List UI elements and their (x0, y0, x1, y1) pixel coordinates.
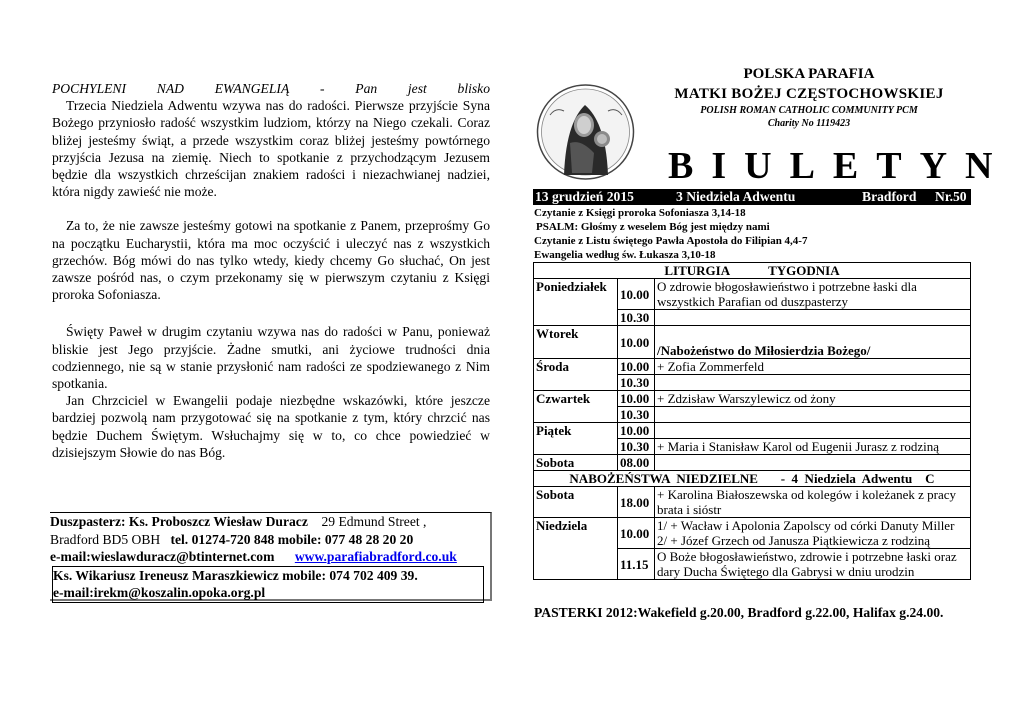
intention-cell: + Karolina Białoszewska od kolegów i koleżanek z pracy brata i sióstr (655, 487, 971, 518)
readings (534, 206, 972, 262)
parish-line1: POLSKA PARAFIA (743, 66, 875, 82)
table-row (534, 359, 971, 375)
charity-number: Charity No 1119423 (767, 118, 851, 129)
day-cell: Niedziela (534, 518, 618, 580)
time-cell: 11.15 (618, 549, 655, 580)
issue-number: Nr.50 (935, 189, 967, 204)
reflection-paragraph: Święty Paweł w drugim czytaniu wzywa nas do radości w Panu, ponieważ bliskie jest Jego przyjście. Żadne smutki, ani życiowe trudności dnia codziennego, nie są w stanie przysłonić nam radości ze spodziewanego z Nim spotkania. (52, 324, 490, 392)
reflection-heading: POCHYLENI NAD EWANGELIĄ - Pan jest blisko (52, 81, 490, 96)
sunday-name: 3 Niedziela Adwentu (676, 189, 796, 204)
day-cell: Sobota (534, 487, 618, 518)
reading-item: Czytanie z Księgi proroka Sofoniasza 3,14-18 (534, 207, 746, 219)
liturgy-table (533, 262, 971, 580)
intention-line: 1/ + Wacław i Apolonia Zapolscy od córki Danuty Miller (657, 518, 955, 533)
address: 29 Edmund Street , (321, 514, 427, 529)
time-cell: 10.00 (618, 423, 655, 439)
day-cell: Poniedziałek (534, 279, 618, 326)
parish-line2: MATKI BOŻEJ CZĘSTOCHOWSKIEJ (674, 86, 944, 102)
reflection-paragraph: Za to, że nie zawsze jesteśmy gotowi na spotkanie z Panem, przeprośmy Go na początku Eucharystii, która ma moc oczyścić i uleczyć nas z wszystkich grzechów. Bóg mówi do nas tylko wtedy, kiedy chcemy Go słuchać, On jest zawsze pośród nas, o czym przekonamy się w pierwszym czytaniu z Księgi proroka Sofoniasza. (52, 218, 490, 303)
time-cell: 10.30 (618, 375, 655, 391)
time-cell: 10.00 (618, 518, 655, 549)
time-cell: 10.30 (618, 310, 655, 326)
info-bar (533, 189, 971, 205)
table-row (534, 279, 971, 310)
reflection-section (52, 80, 490, 461)
contact-box (50, 512, 492, 601)
time-cell: 10.00 (618, 391, 655, 407)
reading-item: Czytanie z Listu świętego Pawła Apostoła do Filipian 4,4-7 (534, 235, 808, 247)
day-cell: Piątek (534, 423, 618, 455)
intention-cell: /Nabożeństwo do Miłosierdzia Bożego/ (655, 326, 971, 359)
reflection-paragraph: Trzecia Niedziela Adwentu wzywa nas do radości. Pierwsze przyjście Syna Bożego przyniosło radość wszystkim ludziom, którzy na Niego czekali. Coraz bliżej jesteśmy świąt, a przede wszystkim coraz bliżej jesteśmy powtórnego przyjścia Jezusa na ziemię. Niech to spotkanie z przychodzącym Jezusem będzie dla wszystkich chrześcijan znakiem radości i niezachwianej nadziei, która nigdy zawieść nie może. (52, 98, 490, 200)
intention-cell: + Zdzisław Warszylewicz od żony (655, 391, 971, 407)
city: Bradford BD5 OBH (50, 531, 161, 547)
madonna-logo (536, 83, 635, 181)
intention-cell (655, 518, 971, 549)
website-link[interactable]: www.parafiabradford.co.uk (294, 549, 457, 564)
place: Bradford (862, 189, 917, 204)
table-row (534, 518, 971, 549)
table-row (534, 326, 971, 359)
bulletin-title: BIULETYN (668, 145, 1011, 187)
time-cell: 10.00 (618, 326, 655, 359)
intention-cell: O zdrowie błogosławieństwo i potrzebne łaski dla wszystkich Parafian od duszpasterzy (655, 279, 971, 310)
time-cell: 08.00 (618, 455, 655, 471)
day-cell: Sobota (534, 455, 618, 471)
time-cell: 10.00 (618, 279, 655, 310)
time-cell: 10.30 (618, 439, 655, 455)
time-cell: 18.00 (618, 487, 655, 518)
phones: tel. 01274-720 848 mobile: 077 48 28 20 20 (170, 531, 414, 547)
intention-line: 2/ + Józef Grzech od Janusza Piątkiewicza z rodziną (657, 533, 930, 548)
reading-item: Ewangelia według św. Łukasza 3,10-18 (534, 249, 716, 261)
day-cell: Czwartek (534, 391, 618, 423)
time-cell: 10.00 (618, 359, 655, 375)
table-row (534, 391, 971, 407)
sunday-services-header: NABOŻEŃSTWA NIEDZIELNE - 4 Niedziela Adwentu C (534, 471, 971, 487)
day-cell: Środa (534, 359, 618, 391)
bulletin-date: 13 grudzień 2015 (535, 189, 634, 204)
parish-line3: POLISH ROMAN CATHOLIC COMMUNITY PCM (700, 105, 918, 116)
pastor-name: Duszpasterz: Ks. Proboszcz Wiesław Duracz (50, 514, 308, 529)
time-cell: 10.30 (618, 407, 655, 423)
table-row (534, 423, 971, 439)
table-row (534, 487, 971, 518)
intention-cell: + Maria i Stanisław Karol od Eugenii Jurasz z rodziną (655, 439, 971, 455)
vicar-email[interactable]: e-mail:irekm@koszalin.opoka.org.pl (53, 585, 266, 600)
table-row (534, 455, 971, 471)
day-cell: Wtorek (534, 326, 618, 359)
pastor-email[interactable]: e-mail:wieslawduracz@btinternet.com (50, 549, 275, 564)
masthead (650, 64, 968, 130)
reflection-paragraph: Jan Chrzciciel w Ewangelii podaje niezbędne wskazówki, które jeszcze bardziej pozwolą nam przygotować się na spotkanie z tym, który chrzcić nas będzie Duchem Świętym. Wsłuchajmy się w to, co chce powiedzieć w dzisiejszym Słowie do nas Bóg. (52, 393, 490, 460)
intention-cell: O Boże błogosławieństwo, zdrowie i potrzebne łaski oraz dary Ducha Świętego dla Gabrysi w dniu urodzin (655, 549, 971, 580)
intention-cell: + Zofia Zommerfeld (655, 359, 971, 375)
liturgy-header: LITURGIA TYGODNIA (534, 263, 971, 279)
vicar-info: Ks. Wikariusz Ireneusz Maraszkiewicz mobile: 074 702 409 39. (53, 567, 418, 583)
pasterki-notice: PASTERKI 2012:Wakefield g.20.00, Bradford g.22.00, Halifax g.24.00. (534, 605, 944, 620)
reading-item: PSALM: Głośmy z weselem Bóg jest między nami (536, 221, 770, 233)
